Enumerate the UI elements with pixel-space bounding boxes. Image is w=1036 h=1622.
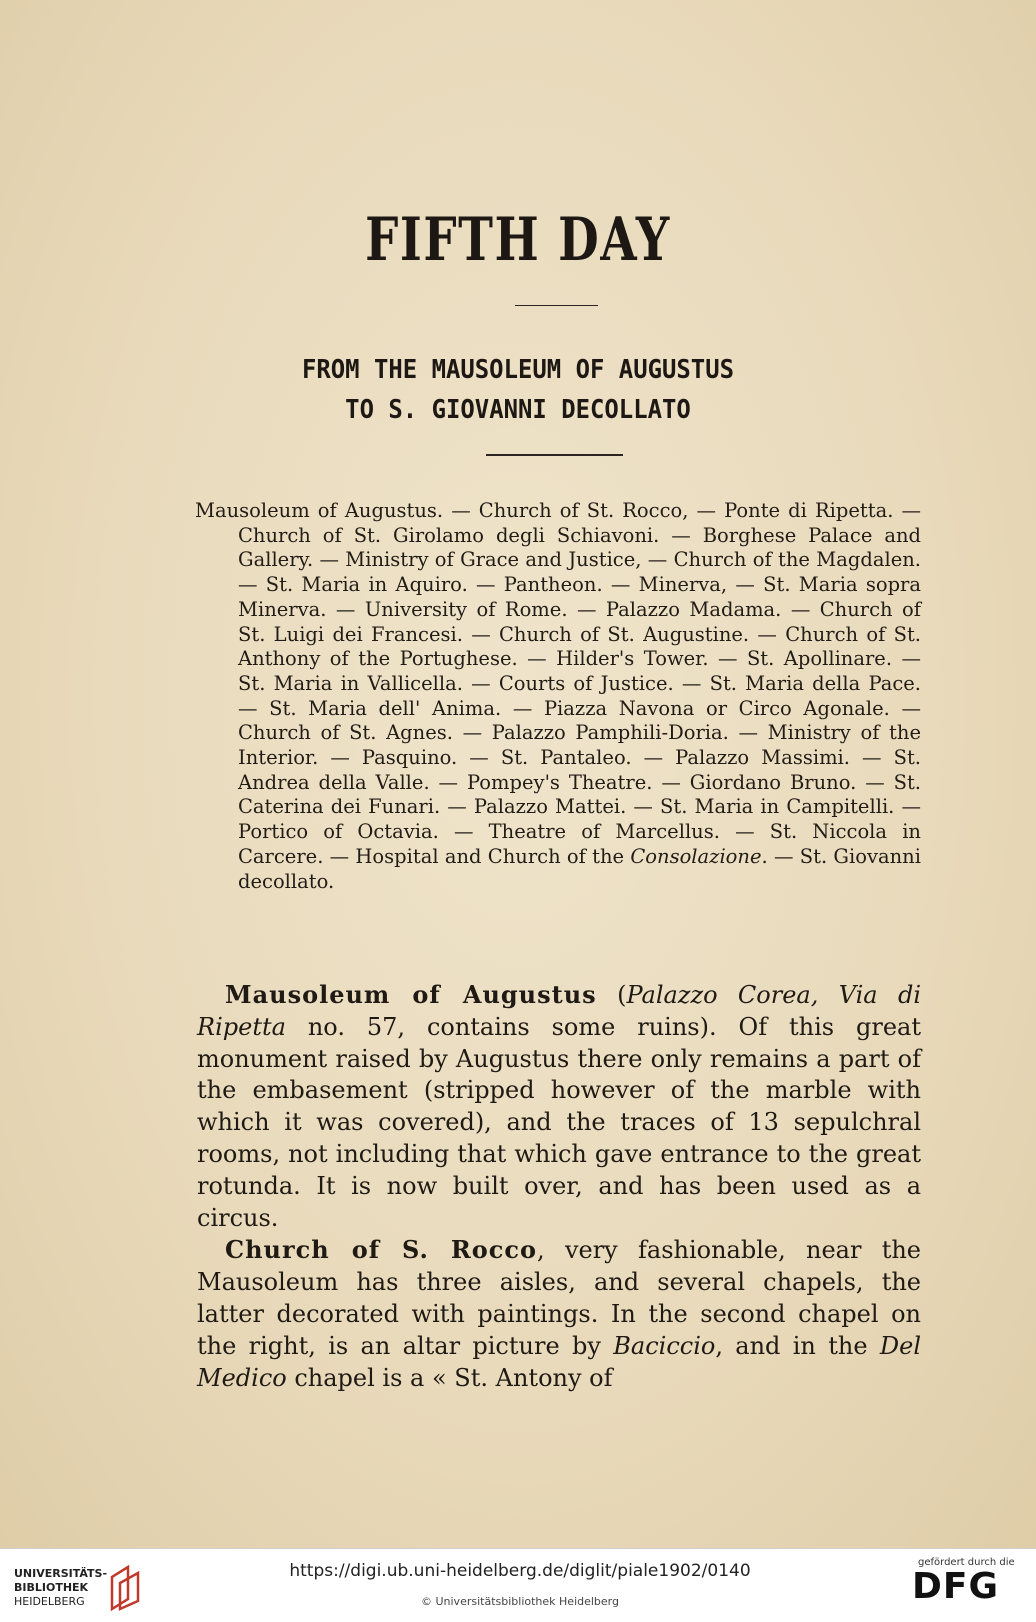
body-text [197,979,921,1394]
subtitle-divider [486,454,623,456]
paragraph-italic: Palazzo Corea, Via di Ripetta [197,981,921,1041]
copyright-notice: © Universitätsbibliothek Heidelberg [420,1595,619,1608]
title-divider [515,305,598,306]
paragraph-text: , and in the [715,1331,880,1360]
library-emblem-icon [108,1563,144,1613]
chapter-title: FIFTH DAY [365,205,671,275]
paragraph-text: chapel is a « St. Antony of [286,1363,613,1392]
dfg-logo [912,1557,1022,1606]
library-name-line-3: HEIDELBERG [14,1595,85,1608]
paragraph-italic: Del Medico [197,1331,921,1392]
summary-text-end: . — St. Giovanni decollato. [238,844,921,893]
funder-name: DFG [912,1566,1000,1607]
subtitle-line-1: FROM THE MAUSOLEUM OF AUGUSTUS [301,355,735,385]
paragraph-text: ( [596,981,627,1009]
permalink-url[interactable]: https://digi.ub.uni-heidelberg.de/diglit/piale1902/0140 [289,1561,751,1581]
paragraph-italic: Baciccio [613,1331,716,1360]
chapter-subtitle [41,350,994,430]
summary-text: Mausoleum of Augustus. — Church of St. Rocco, — Ponte di Ripetta. — Church of St. Girolamo degli Schiavoni. — Borghese Palace and Gallery. — Ministry of Grace and Justice, — Church of the Magdalen. — St. Maria in Aquiro. — Pantheon. — Minerva, — St. Maria sopra Minerva. — University of Rome. — Palazzo Madama. — Church of St. Luigi dei Francesi. — Church of St. Augustine. — Church of St. Anthony of the Portughese. — Hilder's Tower. — St. Apollinare. — St. Maria in Vallicella. — Courts of Justice. — St. Maria della Pace. — St. Maria dell' Anima. — Piazza Navona or Circo Agonale. — Church of St. Agnes. — Palazzo Pamphili-Doria. — Ministry of the Interior. — Pasquino. — St. Pantaleo. — Palazzo Massimi. — St. Andrea della Valle. — Pompey's Theatre. — Giordano Bruno. — St. Caterina dei Funari. — Palazzo Mattei. — St. Maria in Campitelli. — Portico of Octavia. — Theatre of Marcellus. — St. Niccola in Carcere. — Hospital and Church of the [195,499,921,868]
summary-italic: Consolazione [630,844,762,868]
paragraph-text: , very fashionable, near the Mausoleum has three aisles, and several chapels, the latter decorated with paintings. In the second chapel on the right, is an altar picture by [197,1236,922,1360]
subtitle-line-2: TO S. GIOVANNI DECOLLATO [345,395,691,425]
paragraph-mausoleum [197,979,921,1234]
viewer-footer [0,1548,1036,1622]
library-name-line-2: BIBLIOTHEK [14,1581,89,1594]
funding-caption: gefördert durch die [918,1557,1015,1568]
library-logo [14,1567,107,1609]
paragraph-text: no. 57, contains some ruins). Of this great monument raised by Augustus there only remains a part of the embasement (stripped however of the marble with which it was covered), and the traces of 13 sepulchral rooms, not including that which gave entrance to the great rotunda. It is now built over, and has been used as a circus. [197,1012,921,1232]
entry-heading: Mausoleum of Augustus [225,980,597,1009]
itinerary-summary [195,499,921,894]
entry-heading: Church of S. Rocco [225,1235,538,1265]
paragraph-rocco [197,1234,921,1394]
library-name-line-1: UNIVERSITÄTS- [14,1567,108,1580]
